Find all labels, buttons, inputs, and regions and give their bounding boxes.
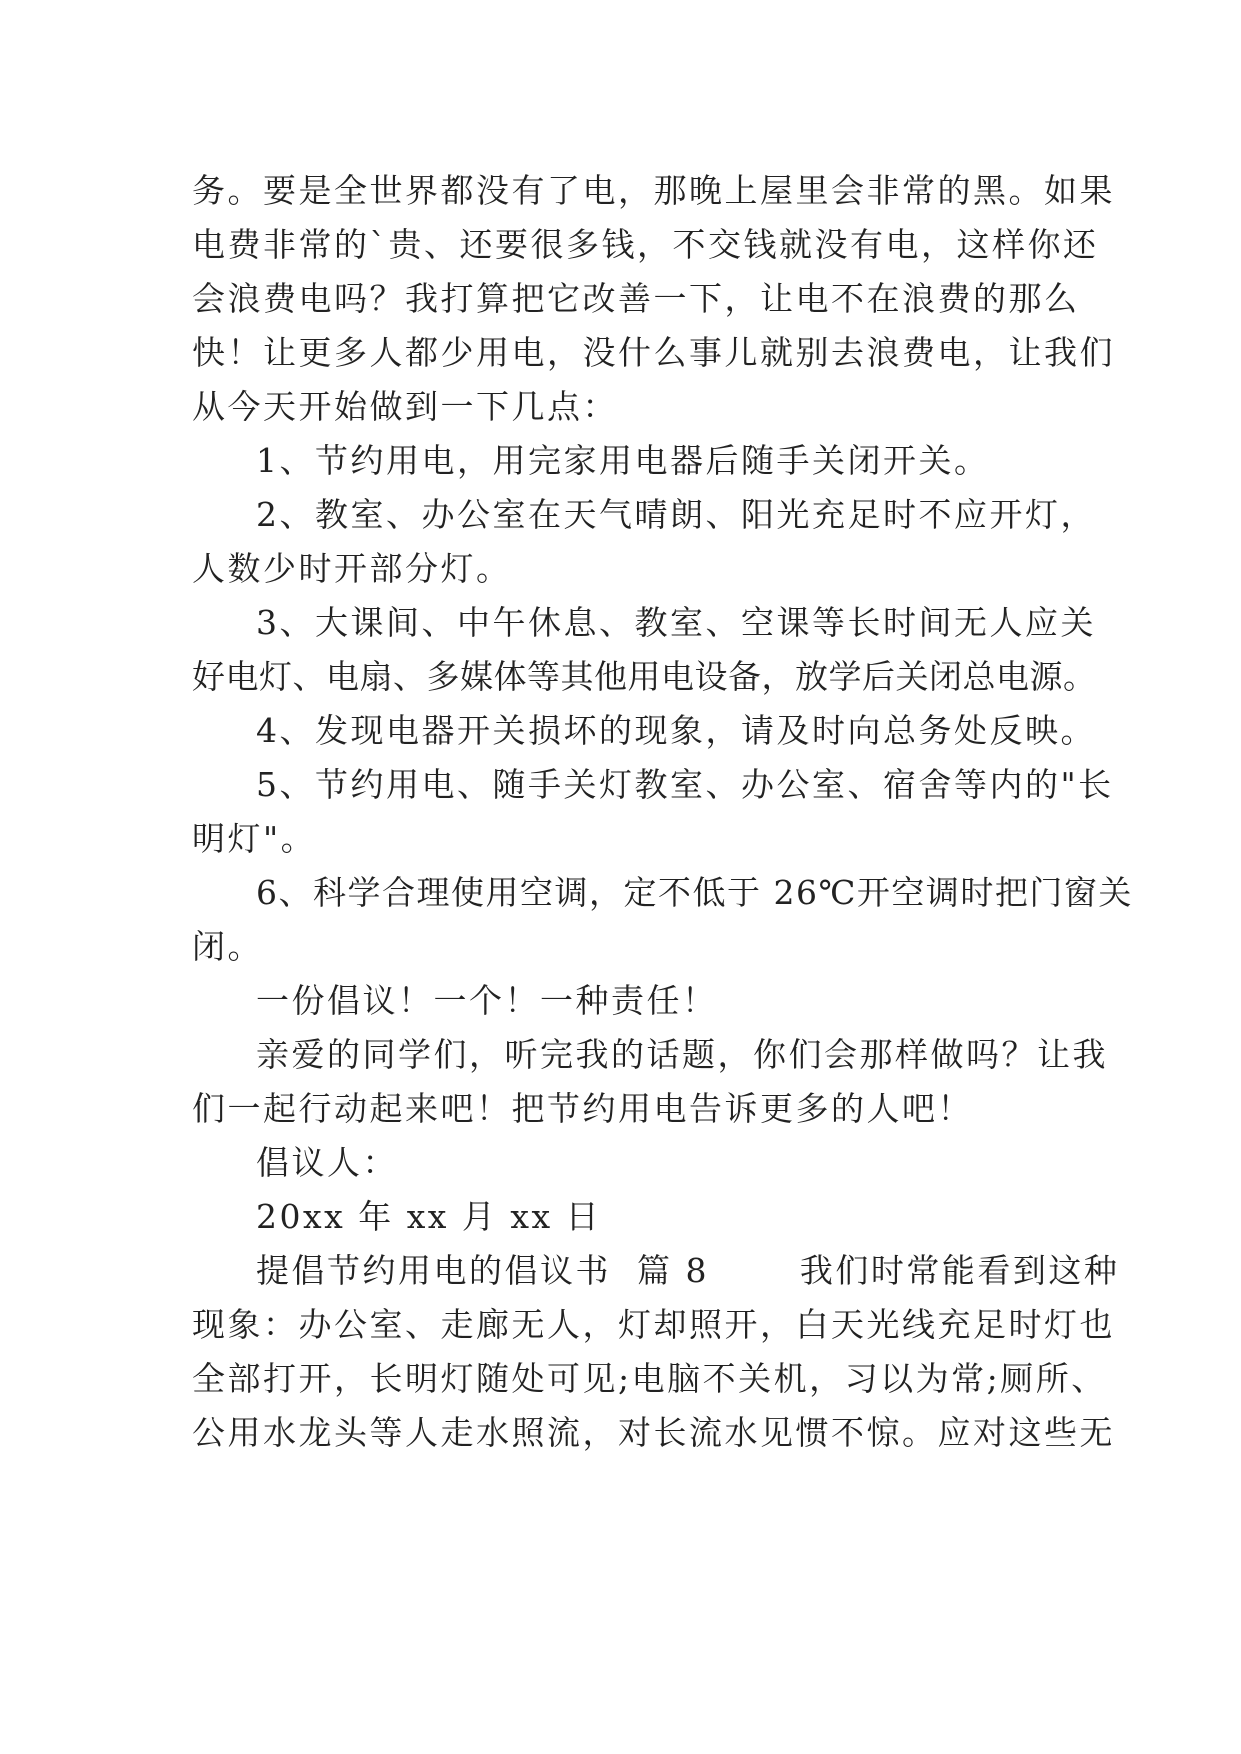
text-line: 现象：办公室、走廊无人，灯却照开，白天光线充足时灯也 [192,1305,1115,1344]
list-item-6: 6、科学合理使用空调，定不低于 26℃开空调时把门窗关 [256,873,1133,912]
list-item-5: 5、节约用电、随手关灯教室、办公室、宿舍等内的"长 [256,765,1114,804]
text-line: 们一起行动起来吧！把节约用电告诉更多的人吧！ [192,1089,973,1128]
text-line: 快！让更多人都少用电，没什么事儿就别去浪费电，让我们 [192,333,1115,372]
text-line: 电费非常的`贵、还要很多钱，不交钱就没有电，这样你还 [192,225,1099,264]
text-line: 全部打开，长明灯随处可见;电脑不关机，习以为常;厕所、 [192,1359,1107,1398]
text-line: 闭。 [192,927,263,966]
text-line: 好电灯、电扇、多媒体等其他用电设备，放学后关闭总电源。 [192,657,1097,696]
text-line: 人数少时开部分灯。 [192,549,512,588]
text-line: 会浪费电吗？我打算把它改善一下，让电不在浪费的那么 [192,279,1080,318]
list-item-2: 2、教室、办公室在天气晴朗、阳光充足时不应开灯， [256,495,1096,534]
text-line: 从今天开始做到一下几点： [192,387,618,426]
text-line: 明灯"。 [192,819,317,858]
list-item-1: 1、节约用电，用完家用电器后随手关闭开关。 [256,441,990,480]
closing-paragraph: 亲爱的同学们，听完我的话题，你们会那样做吗？让我 [256,1035,1108,1074]
text-line: 务。要是全世界都没有了电，那晚上屋里会非常的黑。如果 [192,171,1115,210]
list-item-4: 4、发现电器开关损坏的现象，请及时向总务处反映。 [256,711,1096,750]
list-item-3: 3、大课间、中午休息、教室、空课等长时间无人应关 [256,603,1096,642]
date-line: 20xx 年 xx 月 xx 日 [256,1197,602,1236]
section-heading-8: 提倡节约用电的倡议书 篇 8 我们时常能看到这种 [256,1251,1120,1290]
signature-label: 倡议人： [256,1143,398,1182]
text-line: 公用水龙头等人走水照流，对长流水见惯不惊。应对这些无 [192,1413,1115,1452]
slogan: 一份倡议！一个！一种责任！ [256,981,718,1020]
